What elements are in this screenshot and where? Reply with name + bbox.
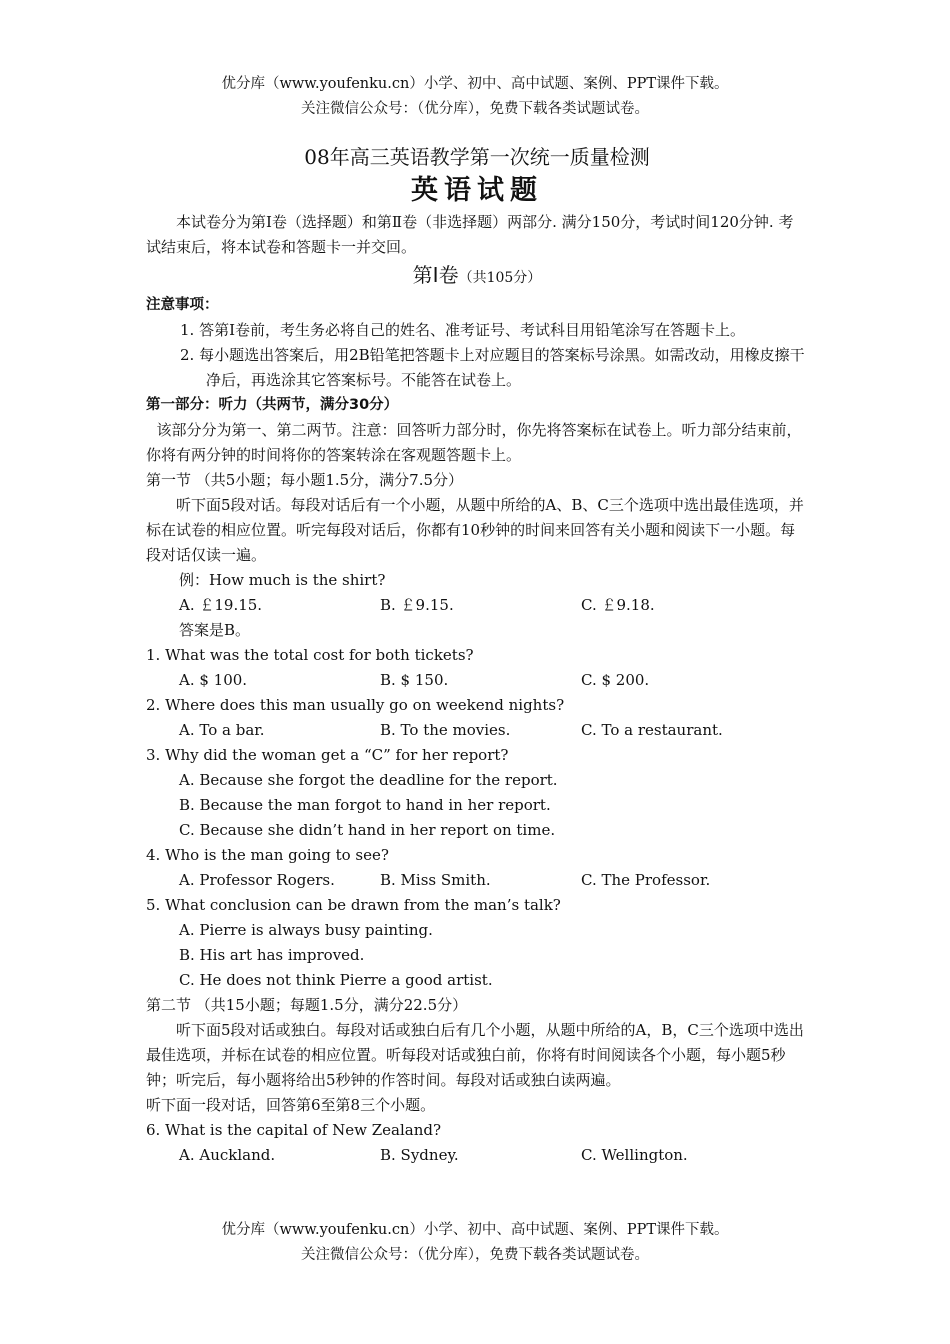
question-4-options (146, 868, 808, 893)
part1-note: （共105分） (458, 270, 542, 286)
question-1: 1. What was the total cost for both tickets? (146, 646, 474, 664)
notice-item: 2. 每小题选出答案后，用2B铅笔把答题卡上对应题目的答案标号涂黑。如需改动，用橡皮擦干净后，再选涂其它答案标号。不能答在试卷上。 (180, 346, 805, 389)
option-a: A. $ 100. (179, 671, 248, 689)
option-a: A. Auckland. (179, 1146, 276, 1164)
option-a: A. To a bar. (179, 721, 265, 739)
option-b: B. Sydney. (380, 1146, 459, 1164)
example-option-a: A. ￡19.15. (179, 596, 263, 614)
part-b-desc: 听下面5段对话或独白。每段对话或独白后有几个小题，从题中所给的A，B，C三个选项中选出最佳选项，并标在试卷的相应位置。听每段对话或独白前，你将有时间阅读各个小题，每小题5秒钟；听完后，每小题将给出5秒钟的作答时间。每段对话或独白读两遍。 (146, 1021, 804, 1089)
part1-heading (146, 260, 808, 293)
part-a-desc: 听下面5段对话。每段对话后有一个小题，从题中所给的A、B、C三个选项中选出最佳选项，并标在试卷的相应位置。听完每段对话后，你都有10秒钟的时间来回答有关小题和阅读下一小题。每段对话仅读一遍。 (146, 496, 804, 564)
header-line-1: 优分库（www.youfenku.cn）小学、初中、高中试题、案例、PPT课件下载。 (221, 76, 729, 92)
option-c: C. The Professor. (581, 871, 711, 889)
question-1-options (146, 668, 808, 693)
option-b: B. His art has improved. (179, 946, 365, 964)
option-c: C. He does not think Pierre a good artist. (179, 971, 493, 989)
question-4: 4. Who is the man going to see? (146, 846, 389, 864)
exam-title: 08年高三英语教学第一次统一质量检测 (304, 145, 650, 169)
example-option-b: B. ￡9.15. (380, 596, 454, 614)
question-3: 3. Why did the woman get a “C” for her report? (146, 746, 509, 764)
option-a: A. Professor Rogers. (179, 871, 335, 889)
notice-heading: 注意事项： (146, 297, 219, 313)
part1-label: 第Ⅰ卷 (412, 263, 459, 287)
part-b-instruction: 听下面一段对话，回答第6至第8三个小题。 (146, 1096, 436, 1114)
option-c: C. To a restaurant. (581, 721, 723, 739)
example-options (146, 593, 808, 618)
question-6: 6. What is the capital of New Zealand? (146, 1121, 442, 1139)
option-b: B. Because the man forgot to hand in her report. (179, 796, 551, 814)
question-2: 2. Where does this man usually go on weekend nights? (146, 696, 565, 714)
intro-text: 本试卷分为第Ⅰ卷（选择题）和第Ⅱ卷（非选择题）两部分. 满分150分，考试时间120分钟. 考试结束后，将本试卷和答题卡一并交回。 (146, 213, 794, 256)
exam-subtitle: 英语试题 (411, 175, 543, 206)
question-5: 5. What conclusion can be drawn from the man’s talk? (146, 896, 561, 914)
exam-content (146, 142, 808, 1168)
notice-item: 1. 答第Ⅰ卷前，考生务必将自己的姓名、准考证号、考试科目用铅笔涂写在答题卡上。 (180, 321, 746, 339)
option-b: B. Miss Smith. (380, 871, 491, 889)
section1-heading: 第一部分：听力（共两节，满分30分） (146, 397, 399, 413)
question-6-options (146, 1143, 808, 1168)
part-b-heading: 第二节 （共15小题；每题1.5分，满分22.5分） (146, 996, 468, 1014)
section1-desc: 该部分分为第一、第二两节。注意：回答听力部分时，你先将答案标在试卷上。听力部分结束前，你将有两分钟的时间将你的答案转涂在客观题答题卡上。 (146, 421, 802, 464)
footer-line-2: 关注微信公众号：（优分库），免费下载各类试题试卷。 (301, 1247, 649, 1263)
option-c: C. Because she didn’t hand in her report on time. (179, 821, 556, 839)
example-question: 例：How much is the shirt? (179, 571, 386, 589)
question-2-options (146, 718, 808, 743)
example-option-c: C. ￡9.18. (581, 596, 655, 614)
option-a: A. Because she forgot the deadline for the report. (179, 771, 558, 789)
option-b: B. $ 150. (380, 671, 449, 689)
option-c: C. Wellington. (581, 1146, 688, 1164)
option-a: A. Pierre is always busy painting. (179, 921, 433, 939)
part-a-heading: 第一节 （共5小题；每小题1.5分，满分7.5分） (146, 471, 464, 489)
header-line-2: 关注微信公众号：（优分库），免费下载各类试题试卷。 (301, 101, 649, 117)
example-answer: 答案是B。 (179, 621, 251, 639)
option-c: C. $ 200. (581, 671, 650, 689)
option-b: B. To the movies. (380, 721, 511, 739)
footer-line-1: 优分库（www.youfenku.cn）小学、初中、高中试题、案例、PPT课件下载。 (221, 1222, 729, 1238)
